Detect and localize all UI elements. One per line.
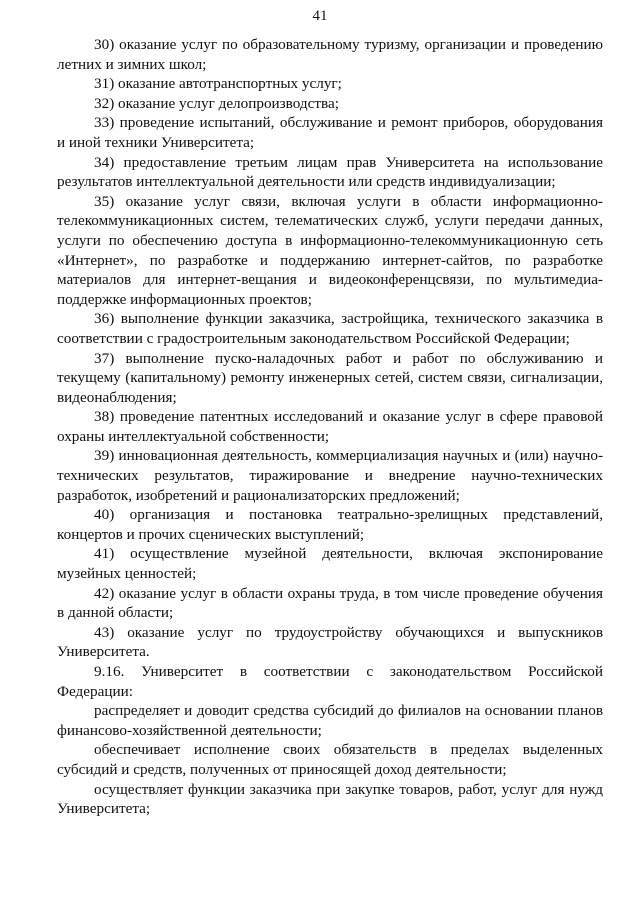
list-item-37: 37) выполнение пуско-наладочных работ и работ по обслуживанию и текущему (капитальному) ремонту инженерных сетей, систем связи, сигнализации, видеонаблюдения; <box>57 349 603 406</box>
list-item-33: 33) проведение испытаний, обслуживание и ремонт приборов, оборудования и иной техники Университета; <box>57 114 603 151</box>
list-item-32: 32) оказание услуг делопроизводства; <box>94 94 339 112</box>
list-item-36: 36) выполнение функции заказчика, застройщика, технического заказчика в соответствии с градостроительным законодательством Российской Федерации; <box>57 310 603 347</box>
section-9-16-intro: 9.16. Университет в соответствии с законодательством Российской Федерации: <box>57 663 603 700</box>
list-item-34: 34) предоставление третьим лицам прав Университета на использование результатов интеллектуальной деятельности или средств индивидуализации; <box>57 153 603 191</box>
list-item-42: 42) оказание услуг в области охраны труда, в том числе проведение обучения в данной области; <box>57 584 603 622</box>
list-item-41: 41) осуществление музейной деятельности, включая экспонирование музейных ценностей; <box>57 545 603 583</box>
page-number: 41 <box>312 8 328 24</box>
list-item-39: 39) инновационная деятельность, коммерциализация научных и (или) научно-технических результатов, тиражирование и внедрение научно-технических разработок, изобретений и рационализаторских предложений; <box>57 447 603 504</box>
list-item-31: 31) оказание автотранспортных услуг; <box>94 75 342 93</box>
list-item-30: 30) оказание услуг по образовательному туризму, организации и проведению летних и зимних школ; <box>57 36 603 73</box>
duty-obligations: обеспечивает исполнение своих обязательств в пределах выделенных субсидий и средств, полученных от приносящей доход деятельности; <box>57 741 603 778</box>
list-item-43: 43) оказание услуг по трудоустройству обучающихся и выпускников Университета. <box>57 623 603 661</box>
list-item-40: 40) организация и постановка театрально-зрелищных представлений, концертов и прочих сценических выступлений; <box>57 506 603 543</box>
document-body <box>57 35 603 819</box>
list-item-35: 35) оказание услуг связи, включая услуги в области информационно-телекоммуникационных систем, телематических служб, услуги передачи данных, услуги по обеспечению доступа в информационно-телекоммуникационную сеть «Интернет», по разработке и поддержанию интернет-сайтов, по разработке материалов для интернет-вещания и видеоконференцсвязи, по мультимедиа-поддержке информационных проектов; <box>57 192 603 308</box>
list-item-38: 38) проведение патентных исследований и оказание услуг в сфере правовой охраны интеллектуальной собственности; <box>57 408 603 445</box>
duty-procurement: осуществляет функции заказчика при закупке товаров, работ, услуг для нужд Университета; <box>57 780 603 818</box>
duty-subsidy-distribution: распределяет и доводит средства субсидий до филиалов на основании планов финансово-хозяйственной деятельности; <box>57 702 603 739</box>
